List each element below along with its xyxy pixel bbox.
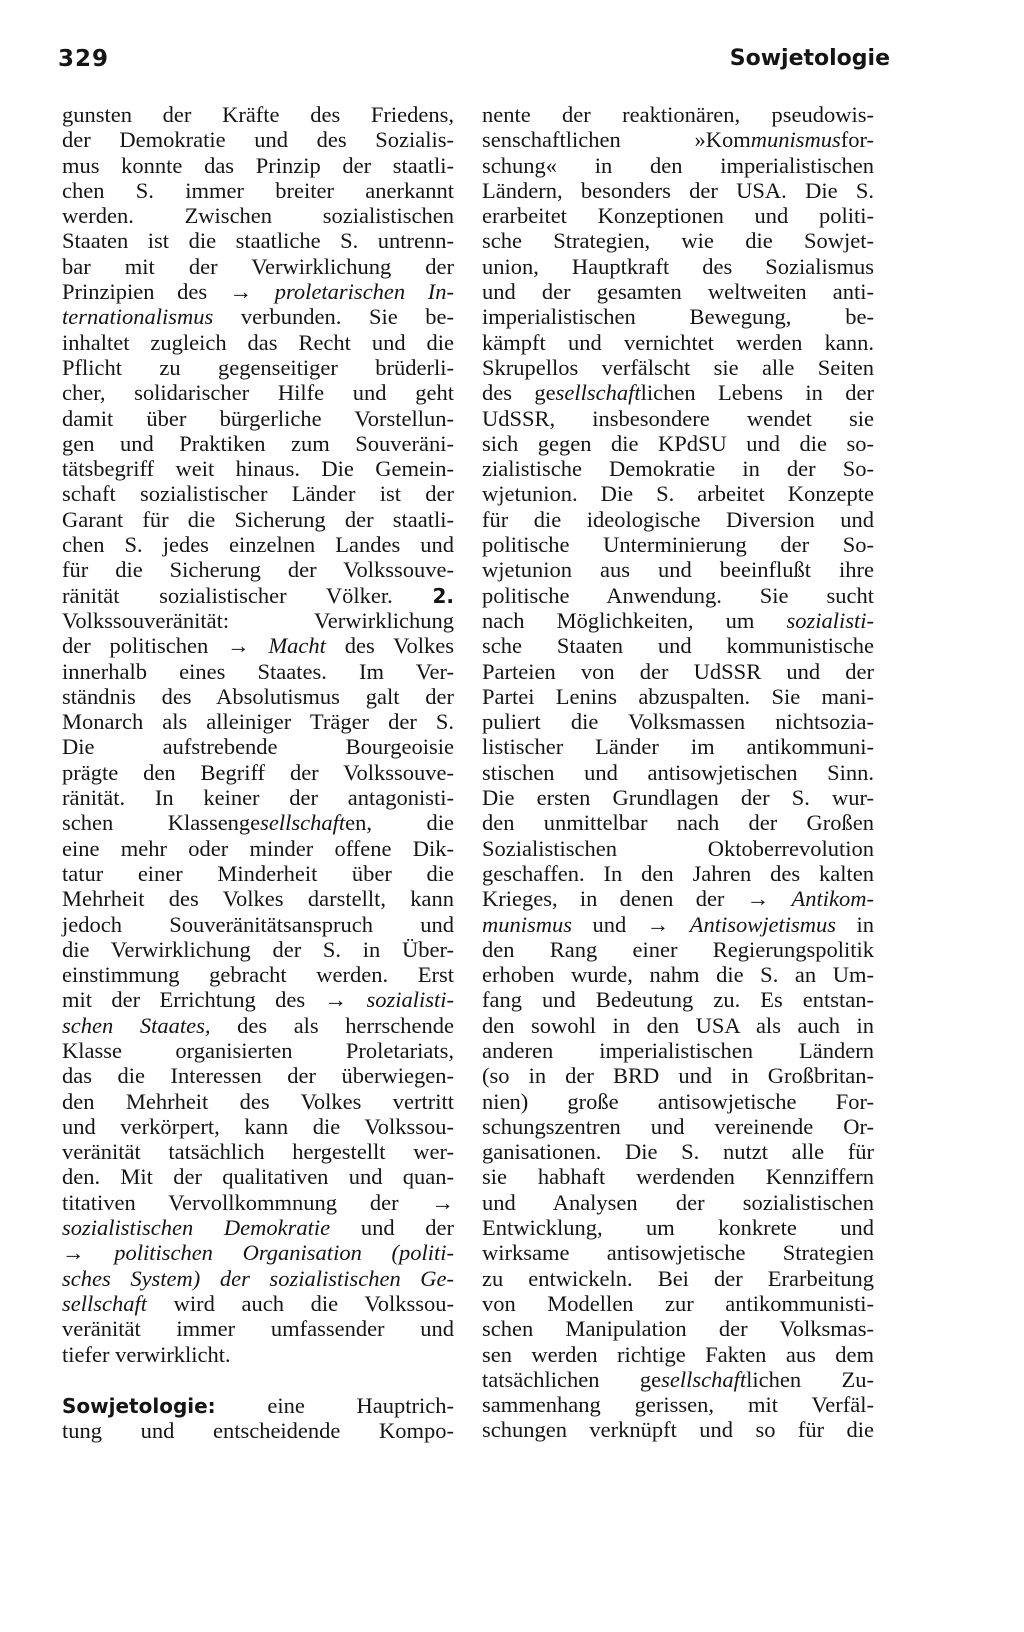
text-line: mit der Errichtung des → sozialisti- xyxy=(62,987,454,1013)
text-line: ränität. In keiner der antagonisti- xyxy=(62,785,454,811)
text-line: inhaltet zugleich das Recht und die xyxy=(62,329,454,355)
text-line: sen werden richtige Fakten aus dem xyxy=(482,1341,874,1367)
text-line: Prinzipien des → proletarischen In- xyxy=(62,279,454,305)
text-line: Krieges, in denen der → Antikom- xyxy=(482,886,874,912)
text-line: Skrupellos verfälscht sie alle Seiten xyxy=(482,354,874,380)
text-line: veränität immer umfassender und xyxy=(62,1316,454,1342)
text-line: des gesellschaftlichen Lebens in der xyxy=(482,380,874,406)
text-line: (so in der BRD und in Großbritan- xyxy=(482,1063,874,1089)
text-line: wirksame antisowjetische Strategien xyxy=(482,1240,874,1266)
text-line: Die aufstrebende Bourgeoisie xyxy=(62,734,454,760)
text-line: Staaten ist die staatliche S. untrenn- xyxy=(62,228,454,254)
text-line: munismus und → Antisowjetismus in xyxy=(482,911,874,937)
text-line: mus konnte das Prinzip der staatli- xyxy=(62,152,454,178)
text-line: sche Staaten und kommunistische xyxy=(482,633,874,659)
text-line: Entwicklung, um konkrete und xyxy=(482,1215,874,1241)
text-line: einstimmung gebracht werden. Erst xyxy=(62,962,454,988)
text-line: nien) große antisowjetische For- xyxy=(482,1088,874,1114)
text-line: fang und Bedeutung zu. Es entstan- xyxy=(482,987,874,1013)
text-line: schen Klassengesellschaften, die xyxy=(62,810,454,836)
text-line: stischen und antisowjetischen Sinn. xyxy=(482,759,874,785)
text-line: innerhalb eines Staates. Im Ver- xyxy=(62,658,454,684)
text-line: Monarch als alleiniger Träger der S. xyxy=(62,709,454,735)
text-line: UdSSR, insbesondere wendet sie xyxy=(482,405,874,431)
text-line: tatsächlichen gesellschaftlichen Zu- xyxy=(482,1366,874,1392)
text-line: der politischen → Macht des Volkes xyxy=(62,633,454,659)
right-column xyxy=(482,102,874,1443)
text-line: schung« in den imperialistischen xyxy=(482,152,874,178)
text-line: Partei Lenins abzuspalten. Sie mani- xyxy=(482,683,874,709)
text-line: chen S. immer breiter anerkannt xyxy=(62,177,454,203)
text-line: gunsten der Kräfte des Friedens, xyxy=(62,102,454,127)
text-line: imperialistischen Bewegung, be- xyxy=(482,304,874,330)
text-line: politische Unterminierung der So- xyxy=(482,532,874,558)
text-line: für die Sicherung der Volkssouve- xyxy=(62,557,454,583)
text-line: Die ersten Grundlagen der S. wur- xyxy=(482,785,874,811)
text-line: sammenhang gerissen, mit Verfäl- xyxy=(482,1392,874,1418)
text-line: den. Mit der qualitativen und quan- xyxy=(62,1164,454,1190)
paragraph-gap xyxy=(62,1367,454,1393)
text-line: ternationalismus verbunden. Sie be- xyxy=(62,304,454,330)
text-line: prägte den Begriff der Volkssouve- xyxy=(62,759,454,785)
text-line: listischer Länder im antikommuni- xyxy=(482,734,874,760)
text-line: veränität tatsächlich hergestellt wer- xyxy=(62,1139,454,1165)
text-line: Mehrheit des Volkes darstellt, kann xyxy=(62,886,454,912)
left-column xyxy=(62,102,454,1443)
text-line: tung und entscheidende Kompo- xyxy=(62,1418,454,1444)
page-number: 329 xyxy=(58,46,110,72)
text-line: damit über bürgerliche Vorstellun- xyxy=(62,405,454,431)
text-line: Sozialistischen Oktoberrevolution xyxy=(482,835,874,861)
text-line: den Rang einer Regierungspolitik xyxy=(482,936,874,962)
entry-headword: Sowjetologie: xyxy=(62,1393,216,1418)
text-line: titativen Vervollkommnung der → xyxy=(62,1189,454,1215)
text-line: nach Möglichkeiten, um sozialisti- xyxy=(482,607,874,633)
text-line: bar mit der Verwirklichung der xyxy=(62,253,454,279)
text-line: für die ideologische Diversion und xyxy=(482,506,874,532)
text-line: Sowjetologie: eine Hauptrich- xyxy=(62,1392,454,1418)
text-line: cher, solidarischer Hilfe und geht xyxy=(62,380,454,406)
text-line: schungszentren und vereinende Or- xyxy=(482,1113,874,1139)
text-line: politische Anwendung. Sie sucht xyxy=(482,582,874,608)
text-line: nente der reaktionären, pseudowis- xyxy=(482,102,874,127)
text-line: wjetunion aus und beeinflußt ihre xyxy=(482,557,874,583)
text-line: der Demokratie und des Sozialis- xyxy=(62,127,454,153)
text-line: jedoch Souveränitätsanspruch und xyxy=(62,911,454,937)
text-line: kämpft und vernichtet werden kann. xyxy=(482,329,874,355)
text-line: tiefer verwirklicht. xyxy=(62,1341,231,1367)
text-line: zu entwickeln. Bei der Erarbeitung xyxy=(482,1265,874,1291)
text-line: sche Strategien, wie die Sowjet- xyxy=(482,228,874,254)
text-line: Garant für die Sicherung der staatli- xyxy=(62,506,454,532)
text-line: schen Manipulation der Volksmas- xyxy=(482,1316,874,1342)
text-line: sozialistischen Demokratie und der xyxy=(62,1215,454,1241)
text-line: ständnis des Absolutismus galt der xyxy=(62,683,454,709)
text-line: sches System) der sozialistischen Ge- xyxy=(62,1265,454,1291)
running-head: Sowjetologie xyxy=(729,46,890,71)
text-line: den sowohl in den USA als auch in xyxy=(482,1012,874,1038)
text-line: den Mehrheit des Volkes vertritt xyxy=(62,1088,454,1114)
text-line: Volkssouveränität: Verwirklichung xyxy=(62,607,454,633)
text-line: → politischen Organisation (politi- xyxy=(62,1240,455,1266)
text-line: sie habhaft werdenden Kennziffern xyxy=(482,1164,874,1190)
text-line: chen S. jedes einzelnen Landes und xyxy=(62,532,454,558)
text-line: ränität sozialistischer Völker. 2. xyxy=(62,582,454,608)
text-line: tätsbegriff weit hinaus. Die Gemein- xyxy=(62,456,454,482)
text-line: puliert die Volksmassen nichtsozia- xyxy=(482,709,874,735)
text-line: und der gesamten weltweiten anti- xyxy=(482,279,874,305)
text-line: Pflicht zu gegenseitiger brüderli- xyxy=(62,354,454,380)
text-line: zialistische Demokratie in der So- xyxy=(482,456,874,482)
text-line: Klasse organisierten Proletariats, xyxy=(62,1037,454,1063)
text-line: von Modellen zur antikommunisti- xyxy=(482,1290,874,1316)
text-line: Parteien von der UdSSR und der xyxy=(482,658,874,684)
text-line: erarbeitet Konzeptionen und politi- xyxy=(482,203,874,229)
text-line: sich gegen die KPdSU und die so- xyxy=(482,430,874,456)
text-line: ganisationen. Die S. nutzt alle für xyxy=(482,1139,874,1165)
text-line: schen Staates, des als herrschende xyxy=(62,1012,454,1038)
text-line: sellschaft wird auch die Volkssou- xyxy=(62,1290,454,1316)
text-line: geschaffen. In den Jahren des kalten xyxy=(482,860,874,886)
text-line: union, Hauptkraft des Sozialismus xyxy=(482,253,874,279)
text-line: schungen verknüpft und so für die xyxy=(482,1417,874,1443)
text-line: eine mehr oder minder offene Dik- xyxy=(62,835,454,861)
text-line: den unmittelbar nach der Großen xyxy=(482,810,874,836)
text-line: senschaftlichen »Kommunismusfor- xyxy=(482,127,874,153)
text-line: und verkörpert, kann die Volkssou- xyxy=(62,1113,454,1139)
text-line: anderen imperialistischen Ländern xyxy=(482,1037,874,1063)
text-line: Ländern, besonders der USA. Die S. xyxy=(482,177,874,203)
text-line: gen und Praktiken zum Souveräni- xyxy=(62,430,454,456)
text-line: die Verwirklichung der S. in Über- xyxy=(62,936,454,962)
text-line: tatur einer Minderheit über die xyxy=(62,860,454,886)
text-line: das die Interessen der überwiegen- xyxy=(62,1063,454,1089)
text-line: schaft sozialistischer Länder ist der xyxy=(62,481,454,507)
text-line: erhoben wurde, nahm die S. an Um- xyxy=(482,962,874,988)
text-line: wjetunion. Die S. arbeitet Konzepte xyxy=(482,481,874,507)
text-line: und Analysen der sozialistischen xyxy=(482,1189,874,1215)
text-line: werden. Zwischen sozialistischen xyxy=(62,203,454,229)
